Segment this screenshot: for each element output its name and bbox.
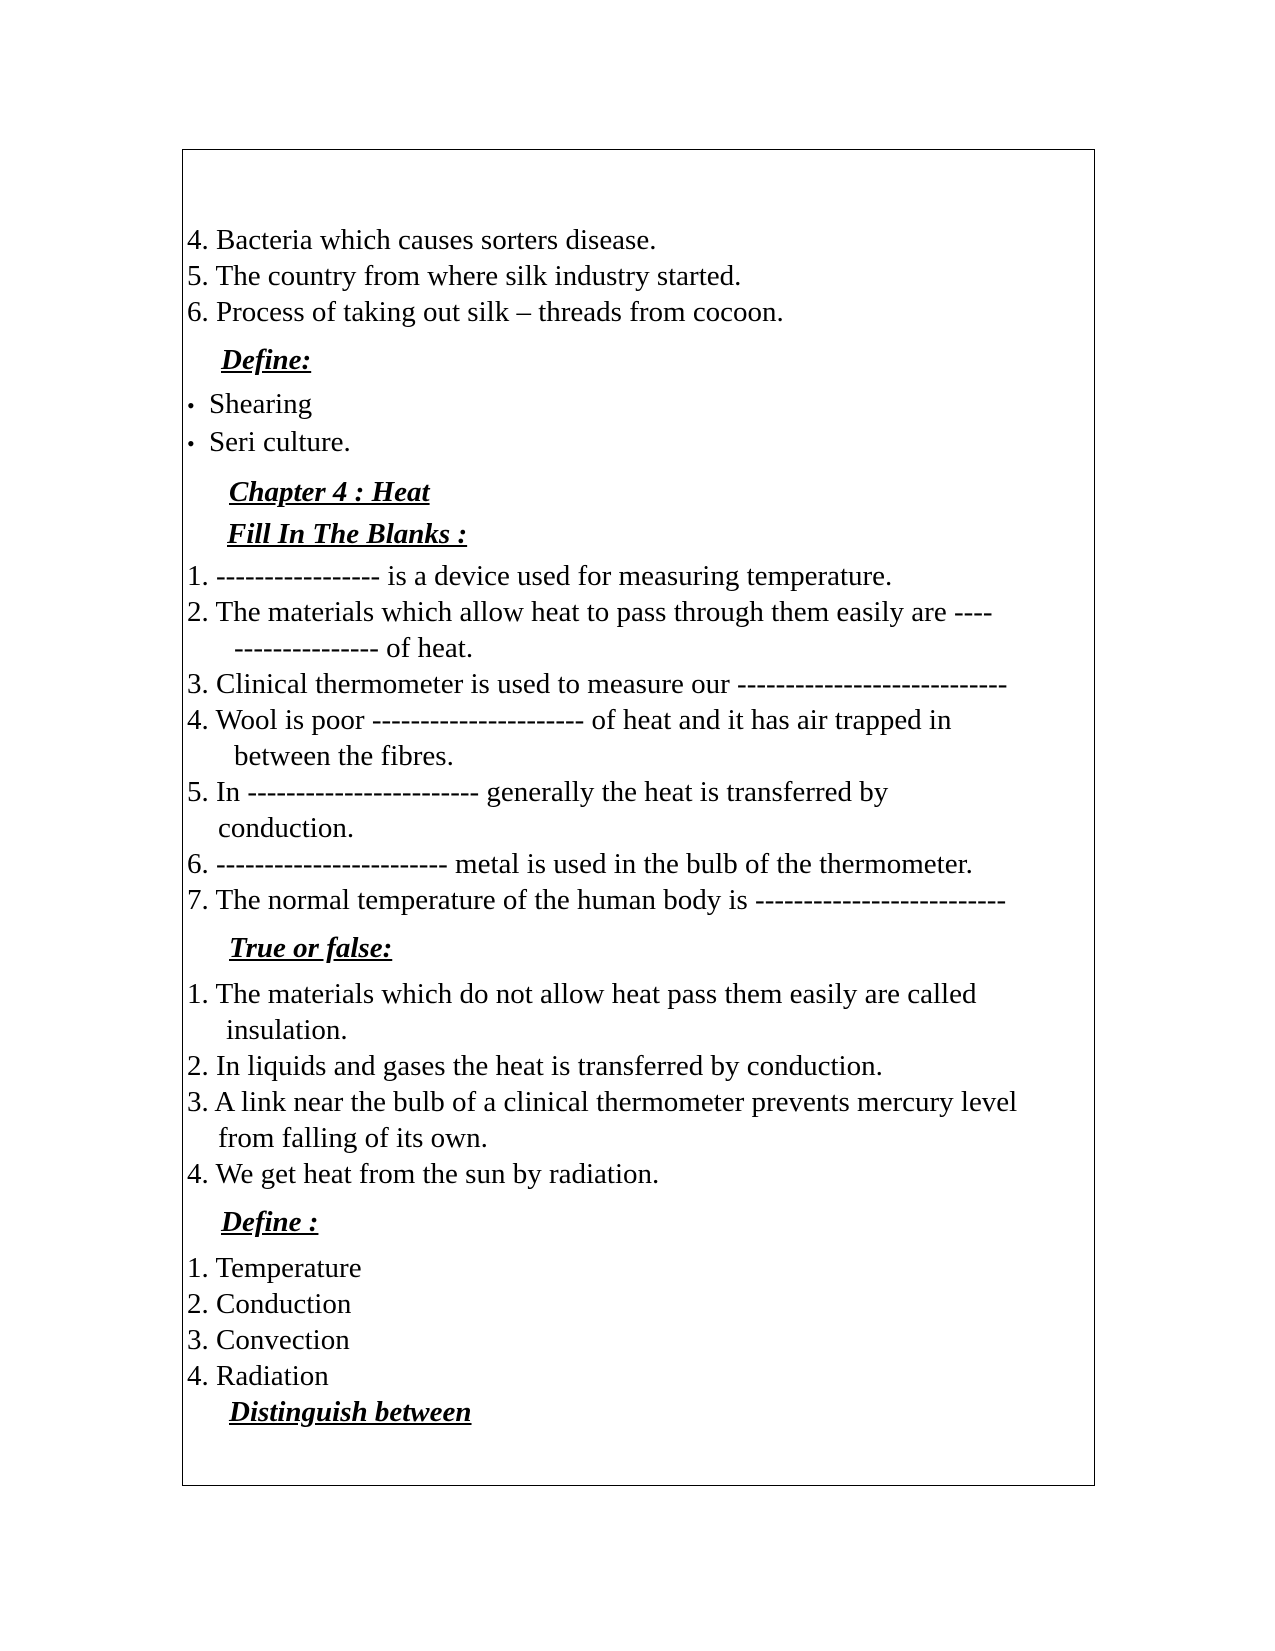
bullet-icon: • [187, 393, 195, 418]
bullet-icon: • [187, 431, 195, 456]
define-heading: Define: [221, 344, 312, 376]
tf-item-continuation: from falling of its own. [218, 1122, 488, 1154]
fill-item: 2. The materials which allow heat to pass through them easily are ---- [187, 596, 993, 628]
tf-item: 3. A link near the bulb of a clinical thermometer prevents mercury level [187, 1086, 1018, 1118]
bullet-item [187, 386, 1088, 424]
fill-item: 7. The normal temperature of the human body is -------------------------- [187, 884, 1007, 916]
bullet-text: Seri culture. [209, 426, 351, 458]
bullet-item [187, 424, 1088, 462]
page-content [187, 222, 1088, 1430]
define-heading: Define : [221, 1206, 319, 1238]
define-item: 2. Conduction [187, 1288, 352, 1320]
fill-item: 4. Wool is poor ---------------------- of heat and it has air trapped in [187, 704, 952, 736]
tf-item: 2. In liquids and gases the heat is transferred by conduction. [187, 1050, 883, 1082]
fill-item: 1. ----------------- is a device used for measuring temperature. [187, 560, 893, 592]
define-item: 4. Radiation [187, 1360, 329, 1392]
true-false-heading: True or false: [229, 932, 393, 964]
fill-item-continuation: between the fibres. [234, 740, 454, 772]
define-item: 3. Convection [187, 1324, 350, 1356]
page-frame [182, 149, 1095, 1486]
list-item: 4. Bacteria which causes sorters disease. [187, 224, 657, 256]
tf-item: 4. We get heat from the sun by radiation. [187, 1158, 660, 1190]
fill-item: 6. ------------------------ metal is used in the bulb of the thermometer. [187, 848, 973, 880]
fill-item-continuation: --------------- of heat. [234, 632, 474, 664]
distinguish-heading: Distinguish between [229, 1396, 472, 1428]
list-item: 6. Process of taking out silk – threads from cocoon. [187, 296, 784, 328]
fill-blanks-heading: Fill In The Blanks : [227, 518, 468, 550]
list-item: 5. The country from where silk industry started. [187, 260, 742, 292]
tf-item-continuation: insulation. [226, 1014, 348, 1046]
define-item: 1. Temperature [187, 1252, 362, 1284]
chapter-heading: Chapter 4 : Heat [229, 476, 430, 508]
bullet-text: Shearing [209, 388, 313, 420]
fill-item: 5. In ------------------------ generally the heat is transferred by [187, 776, 889, 808]
fill-item-continuation: conduction. [218, 812, 355, 844]
tf-item: 1. The materials which do not allow heat pass them easily are called [187, 978, 977, 1010]
fill-item: 3. Clinical thermometer is used to measure our ---------------------------- [187, 668, 1008, 700]
